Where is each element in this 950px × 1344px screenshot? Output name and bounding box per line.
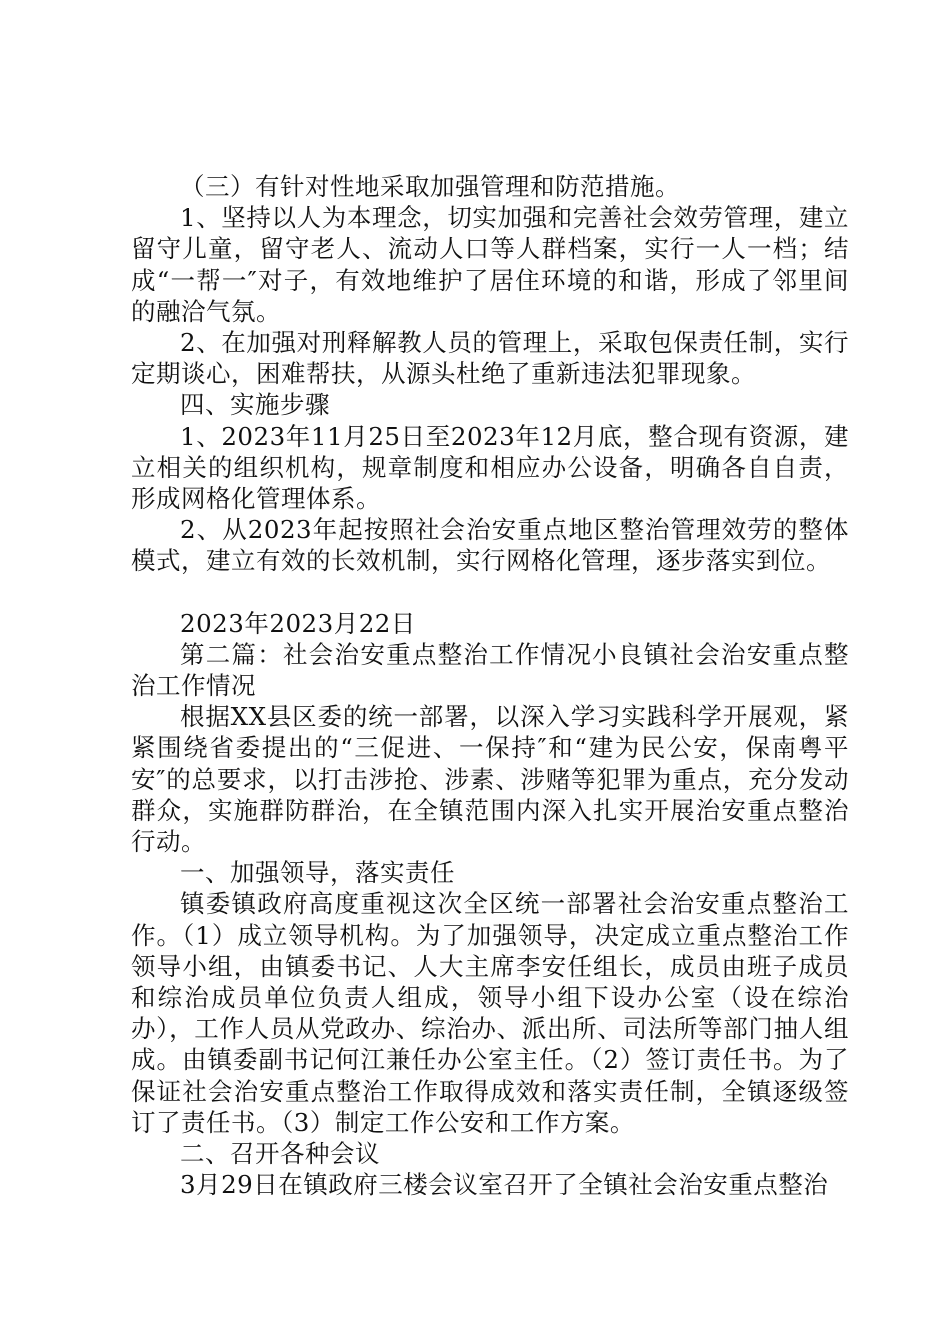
paragraph-step-two: 2、从2023年起按照社会治安重点地区整治管理效劳的整体模式，建立有效的长效机制，实行网格化管理，逐步落实到位。 <box>131 515 849 576</box>
section-heading-measures: （三）有针对性地采取加强管理和防范措施。 <box>180 172 680 201</box>
document-date: 2023年2023月22日 <box>180 608 416 638</box>
paragraph-leadership-details: 镇委镇政府高度重视这次全区统一部署社会治安重点整治工作。（1）成立领导机构。为了加强领导，决定成立重点整治工作领导小组，由镇委书记、人大主席李安任组长，成员由班子成员和综治成员单位负责人组成，领导小组下设办公室（设在综治办），工作人员从党政办、综治办、派出所、司法所等部门抽人组成。由镇委副书记何江兼任办公室主任。（2）签订责任书。为了保证社会治安重点整治工作取得成效和落实责任制，全镇逐级签订了责任书。（3）制定工作公安和工作方案。 <box>131 889 849 1137</box>
document-body <box>131 171 849 1201</box>
paragraph-people-oriented: 1、坚持以人为本理念，切实加强和完善社会效劳管理，建立留守儿童，留守老人、流动人口等人群档案，实行一人一档；结成“一帮一″对子，有效地维护了居住环境的和谐，形成了邻里间的融洽气氛。 <box>131 203 849 326</box>
section-heading-implementation-steps: 四、实施步骤 <box>180 390 330 420</box>
paragraph-released-persons: 2、在加强对刑释解教人员的管理上，采取包保责任制，实行定期谈心，困难帮扶，从源头杜绝了重新违法犯罪现象。 <box>131 328 849 389</box>
paragraph-spacer <box>131 577 849 608</box>
paragraph-meeting-start: 3月29日在镇政府三楼会议室召开了全镇社会治安重点整治 <box>180 1170 829 1200</box>
paragraph-step-one: 1、2023年11月25日至2023年12月底，整合现有资源，建立相关的组织机构，规章制度和相应办公设备，明确各自自责，形成网格化管理体系。 <box>131 421 849 514</box>
chapter-title-second: 第二篇：社会治安重点整治工作情况小良镇社会治安重点整治工作情况 <box>131 639 849 701</box>
section-heading-leadership: 一、加强领导，落实责任 <box>180 858 455 888</box>
section-heading-meetings: 二、召开各种会议 <box>180 1139 380 1169</box>
paragraph-intro: 根据XX县区委的统一部署，以深入学习实践科学开展观，紧紧围绕省委提出的“三促进、一保持″和“建为民公安，保南粤平安″的总要求，以打击涉抢、涉素、涉赌等犯罪为重点，充分发动群众，实施群防群治，在全镇范围内深入扎实开展治安重点整治行动。 <box>131 702 849 857</box>
